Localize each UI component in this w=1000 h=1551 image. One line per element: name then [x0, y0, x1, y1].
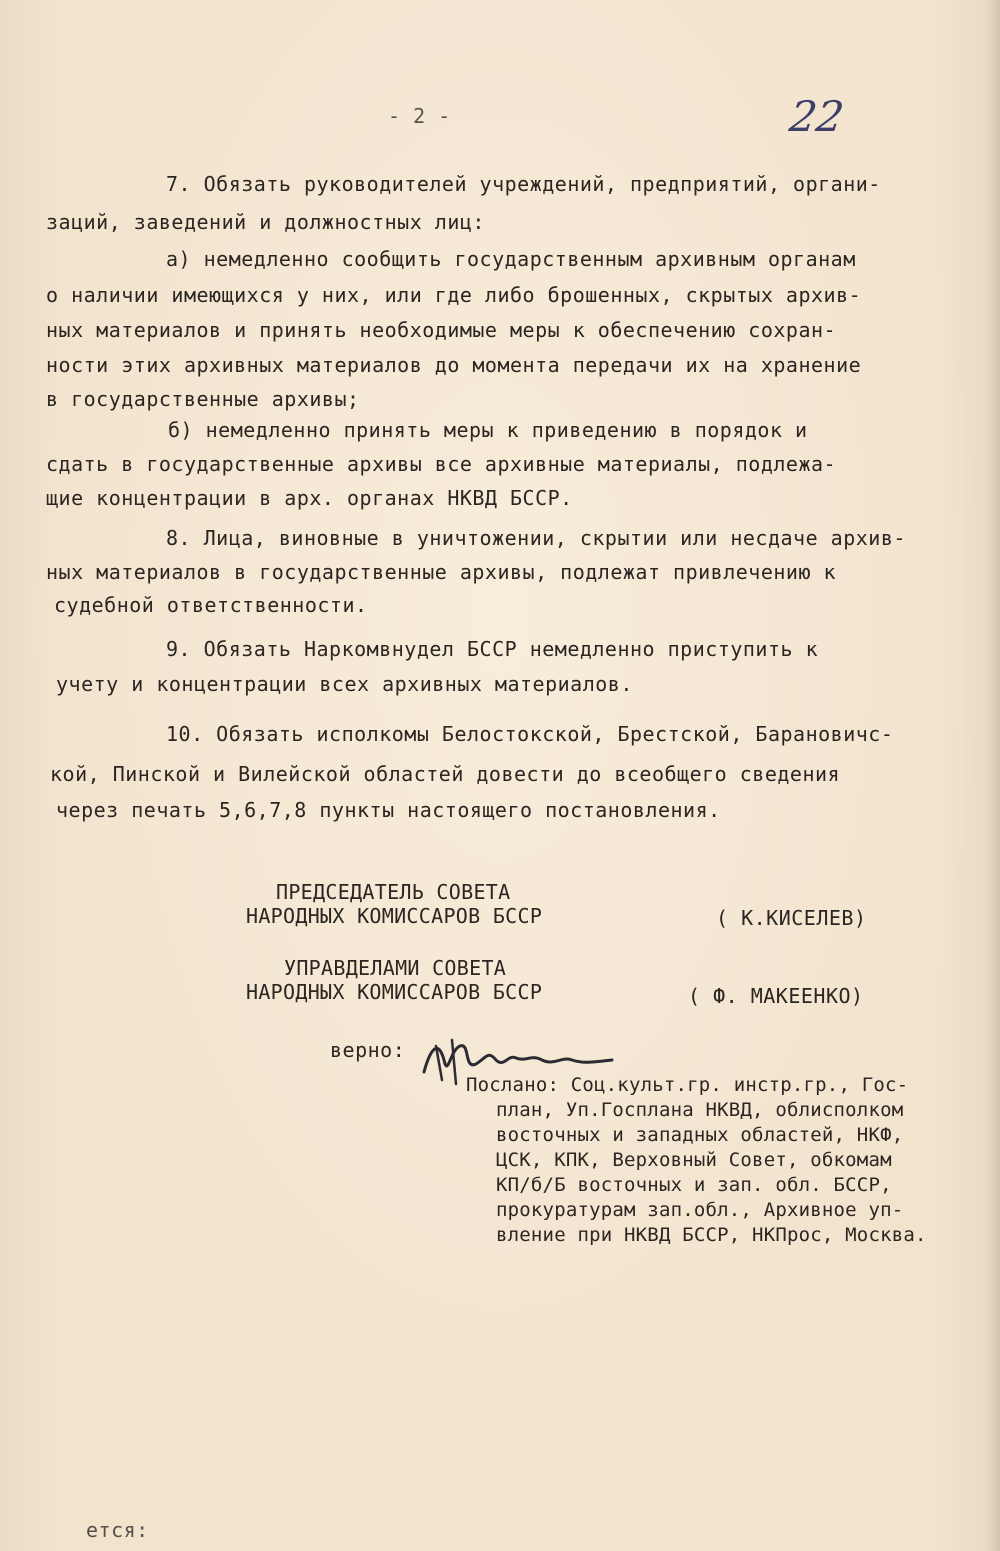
- footer-fragment: ется:: [86, 1518, 149, 1542]
- archive-folio-number: 22: [786, 92, 847, 141]
- item10-line1: 10. Обязать исполкомы Белостокской, Брестской, Барановичс-: [166, 722, 894, 746]
- page-number: - 2 -: [388, 104, 451, 128]
- manager-title-line2: НАРОДНЫХ КОМИССАРОВ БССР: [246, 980, 543, 1004]
- chair-name: ( К.КИСЕЛЕВ): [716, 906, 867, 930]
- distribution-line1: Послано: Соц.культ.гр. инстр.гр., Гос-: [466, 1074, 909, 1096]
- distribution-line5: КП/б/Б восточных и зап. обл. БССР,: [496, 1174, 892, 1196]
- distribution-line3: восточных и западных областей, НКФ,: [496, 1124, 904, 1146]
- item10-line2: кой, Пинской и Вилейской областей довести до всеобщего сведения: [50, 762, 841, 786]
- item7b-line3: щие концентрации в арх. органах НКВД БССР.: [46, 486, 573, 510]
- item7-line1: 7. Обязать руководителей учреждений, предприятий, органи-: [166, 172, 881, 196]
- item8-line3: судебной ответственности.: [54, 593, 368, 617]
- item7a-line5: в государственные архивы;: [46, 387, 360, 411]
- distribution-line2: план, Уп.Госплана НКВД, облисполком: [496, 1099, 904, 1121]
- true-copy-label: верно:: [330, 1038, 406, 1062]
- distribution-line4: ЦСК, КПК, Верховный Совет, обкомам: [496, 1149, 892, 1171]
- chair-title-line1: ПРЕДСЕДАТЕЛЬ СОВЕТА: [276, 880, 511, 904]
- item8-line1: 8. Лица, виновные в уничтожении, скрытии или несдаче архив-: [166, 526, 906, 550]
- item9-line1: 9. Обязать Наркомвнудел БССР немедленно приступить к: [166, 637, 819, 661]
- manager-title-line1: УПРАВДЕЛАМИ СОВЕТА: [284, 956, 507, 980]
- item7a-line2: о наличии имеющихся у них, или где либо брошенных, скрытых архив-: [46, 283, 862, 307]
- item7-line2: заций, заведений и должностных лиц:: [46, 210, 485, 234]
- item9-line2: учету и концентрации всех архивных материалов.: [56, 672, 633, 696]
- distribution-line6: прокуратурам зап.обл., Архивное уп-: [496, 1199, 904, 1221]
- distribution-line7: вление при НКВД БССР, НКПрос, Москва.: [496, 1224, 927, 1246]
- item7b-line2: сдать в государственные архивы все архивные материалы, подлежа-: [46, 452, 837, 476]
- item7a-line1: а) немедленно сообщить государственным архивным органам: [166, 247, 856, 271]
- item7a-line4: ности этих архивных материалов до момента передачи их на хранение: [46, 353, 862, 377]
- manager-name: ( Ф. МАКЕЕНКО): [688, 984, 864, 1008]
- item8-line2: ных материалов в государственные архивы, подлежат привлечению к: [46, 560, 837, 584]
- item10-line3: через печать 5,6,7,8 пункты настоящего постановления.: [56, 798, 721, 822]
- item7b-line1: б) немедленно принять меры к приведению в порядок и: [168, 418, 808, 442]
- page-edge-shadow: [986, 0, 1000, 1551]
- chair-title-line2: НАРОДНЫХ КОМИССАРОВ БССР: [246, 904, 543, 928]
- item7a-line3: ных материалов и принять необходимые меры к обеспечению сохран-: [46, 318, 837, 342]
